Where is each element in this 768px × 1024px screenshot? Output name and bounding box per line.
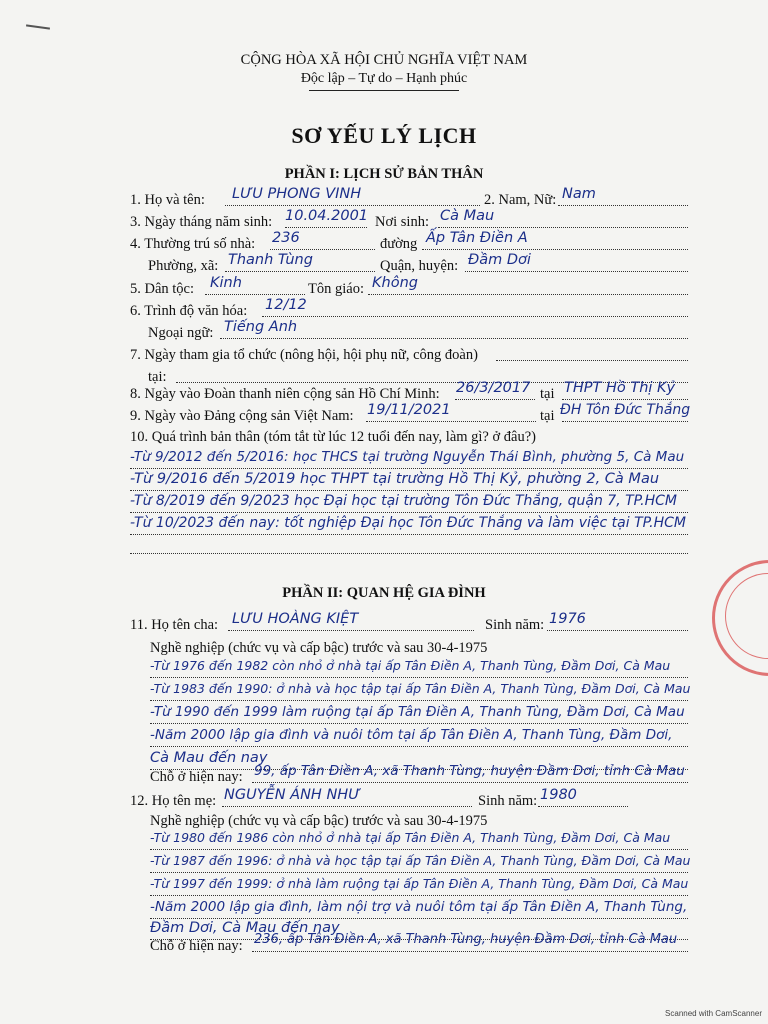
history-dots <box>130 468 688 469</box>
father-job-label: Nghề nghiệp (chức vụ và cấp bậc) trước và sau 30-4-1975 <box>150 640 488 656</box>
father-job-entry: -Từ 1976 đến 1982 còn nhỏ ở nhà tại ấp Tân Điền A, Thanh Tùng, Đầm Dơi, Cà Mau <box>150 658 671 673</box>
father-name: LƯU HOÀNG KIỆT <box>232 611 359 627</box>
mother-dots <box>222 806 472 807</box>
name-dots <box>225 205 480 206</box>
religion-value: Không <box>372 275 418 291</box>
motto-text: Độc lập – Tự do – Hạnh phúc <box>300 71 468 86</box>
mother-birth-label: Sinh năm: <box>478 793 538 809</box>
father-birth-dots <box>547 630 688 631</box>
father-job-dots <box>150 700 688 701</box>
official-stamp <box>712 560 768 676</box>
language-label: Ngoại ngữ: <box>148 325 214 341</box>
history-dots <box>130 490 688 491</box>
father-dots <box>228 630 474 631</box>
org-dots <box>496 360 688 361</box>
district-dots <box>465 271 688 272</box>
history-entry: -Từ 9/2012 đến 5/2016: học THCS tại trường Nguyễn Thái Bình, phường 5, Cà Mau <box>130 449 685 465</box>
ward-dots <box>225 271 375 272</box>
father-birth-label: Sinh năm: <box>485 617 545 633</box>
mother-job-entry: -Từ 1980 đến 1986 còn nhỏ ở nhà tại ấp Tân Điền A, Thanh Tùng, Đầm Dơi, Cà Mau <box>150 830 671 845</box>
religion-label: Tôn giáo: <box>308 281 364 297</box>
ethnic-dots <box>205 294 305 295</box>
mother-job-dots <box>150 849 688 850</box>
scanner-watermark: Scanned with CamScanner <box>665 1009 762 1018</box>
history-entry: -Từ 8/2019 đến 9/2023 học Đại học tại trường Tôn Đức Thắng, quận 7, TP.HCM <box>130 493 677 509</box>
dob-value: 10.04.2001 <box>285 208 369 224</box>
part2-heading: PHẦN II: QUAN HỆ GIA ĐÌNH <box>282 585 486 601</box>
father-birth: 1976 <box>549 611 586 627</box>
language-value: Tiếng Anh <box>224 319 298 335</box>
youth-at-label: tại <box>540 386 555 402</box>
father-job-dots <box>150 746 688 747</box>
mother-job-entry: Đầm Dơi, Cà Mau đến nay <box>150 920 340 936</box>
mother-current: 236, ấp Tân Điền A, xã Thanh Tùng, huyện Đầm Dơi, tỉnh Cà Mau <box>254 932 678 947</box>
youth-date: 26/3/2017 <box>456 380 531 396</box>
youth-place: THPT Hồ Thị Kỷ <box>564 380 676 396</box>
history-entry: -Từ 9/2016 đến 5/2019 học THPT tại trường Hồ Thị Kỷ, phường 2, Cà Mau <box>130 471 660 487</box>
birthplace-label: Nơi sinh: <box>375 214 429 230</box>
street-label: đường <box>380 236 418 252</box>
mother-birth-dots <box>538 806 628 807</box>
father-job-entry: -Năm 2000 lập gia đình và nuôi tôm tại ấp Tân Điền A, Thanh Tùng, Đầm Dơi, <box>150 727 673 743</box>
party-at-label: tại <box>540 408 555 424</box>
house-dots <box>270 249 375 250</box>
ward-label: Phường, xã: <box>148 258 219 274</box>
education-label: 6. Trình độ văn hóa: <box>130 303 248 319</box>
history-dots <box>130 512 688 513</box>
motto-underline <box>309 90 459 91</box>
mother-label: 12. Họ tên mẹ: <box>130 793 217 809</box>
father-label: 11. Họ tên cha: <box>130 617 219 633</box>
part1-heading: PHẦN I: LỊCH SỬ BẢN THÂN <box>284 166 484 182</box>
religion-dots <box>368 294 688 295</box>
ward-value: Thanh Tùng <box>228 252 313 268</box>
mother-job-entry: -Từ 1997 đến 1999: ở nhà làm ruộng tại ấp Tân Điền A, Thanh Tùng, Đầm Dơi, Cà Mau <box>150 876 689 891</box>
org-at-label: tại: <box>148 369 167 385</box>
gender-label: 2. Nam, Nữ: <box>484 192 557 208</box>
district-label: Quận, huyện: <box>380 258 459 274</box>
street-dots <box>422 249 688 250</box>
mother-name: NGUYỄN ÁNH NHƯ <box>224 787 361 803</box>
father-job-dots <box>150 677 688 678</box>
mother-job-dots <box>150 872 688 873</box>
scan-mark <box>26 24 50 29</box>
birthplace-value: Cà Mau <box>440 208 495 224</box>
father-job-entry: -Từ 1990 đến 1999 làm ruộng tại ấp Tân Điền A, Thanh Tùng, Đầm Dơi, Cà Mau <box>150 704 685 720</box>
father-current: 99, ấp Tân Điền A, xã Thanh Tùng, huyện Đầm Dơi, tỉnh Cà Mau <box>254 763 685 779</box>
mother-job-dots <box>150 918 688 919</box>
gender-value: Nam <box>562 186 596 202</box>
birthplace-dots <box>438 227 688 228</box>
mother-job-entry: -Năm 2000 lập gia đình, làm nội trợ và nuôi tôm tại ấp Tân Điền A, Thanh Tùng, <box>150 899 688 915</box>
party-label: 9. Ngày vào Đảng cộng sản Việt Nam: <box>130 408 354 424</box>
language-dots <box>220 338 688 339</box>
education-dots <box>262 316 688 317</box>
mother-job-label: Nghề nghiệp (chức vụ và cấp bậc) trước và sau 30-4-1975 <box>150 813 488 829</box>
org-label: 7. Ngày tham gia tổ chức (nông hội, hội phụ nữ, công đoàn) <box>130 347 478 363</box>
youth-place-dots <box>562 399 688 400</box>
name-value: LƯU PHONG VINH <box>232 186 362 202</box>
dob-label: 3. Ngày tháng năm sinh: <box>130 214 273 230</box>
history-entry: -Từ 10/2023 đến nay: tốt nghiệp Đại học Tôn Đức Thắng và làm việc tại TP.HCM <box>130 515 686 531</box>
youth-date-dots <box>455 399 535 400</box>
party-date: 19/11/2021 <box>367 402 451 418</box>
father-job-dots <box>150 723 688 724</box>
party-place: ĐH Tôn Đức Thắng <box>560 402 691 418</box>
country-name: CỘNG HÒA XÃ HỘI CHỦ NGHĨA VIỆT NAM <box>240 52 528 68</box>
father-job-entry: -Từ 1983 đến 1990: ở nhà và học tập tại ấp Tân Điền A, Thanh Tùng, Đầm Dơi, Cà Mau <box>150 681 691 696</box>
father-current-dots <box>252 782 688 783</box>
mother-current-label: Chỗ ở hiện nay: <box>150 938 243 954</box>
residence-label: 4. Thường trú số nhà: <box>130 236 256 252</box>
name-label: 1. Họ và tên: <box>130 192 205 208</box>
house-value: 236 <box>272 230 300 246</box>
history-dots <box>130 534 688 535</box>
street-value: Ấp Tân Điền A <box>426 230 528 246</box>
mother-birth: 1980 <box>540 787 577 803</box>
party-date-dots <box>366 421 536 422</box>
document-title: SƠ YẾU LÝ LỊCH <box>291 123 477 148</box>
motto <box>0 71 768 91</box>
father-current-label: Chỗ ở hiện nay: <box>150 769 243 785</box>
ethnic-value: Kinh <box>210 275 242 291</box>
mother-job-dots <box>150 895 688 896</box>
party-place-dots <box>562 421 688 422</box>
ethnic-label: 5. Dân tộc: <box>130 281 195 297</box>
history-label: 10. Quá trình bản thân (tóm tắt từ lúc 12 tuổi đến nay, làm gì? ở đâu?) <box>130 429 536 445</box>
mother-current-dots <box>252 951 688 952</box>
district-value: Đầm Dơi <box>468 252 531 268</box>
dob-dots <box>285 227 367 228</box>
history-dots <box>130 553 688 554</box>
youth-label: 8. Ngày vào Đoàn thanh niên cộng sản Hồ Chí Minh: <box>130 386 440 402</box>
father-job-entry: Cà Mau đến nay <box>150 750 268 766</box>
gender-dots <box>558 205 688 206</box>
education-value: 12/12 <box>265 297 307 313</box>
mother-job-entry: -Từ 1987 đến 1996: ở nhà và học tập tại ấp Tân Điền A, Thanh Tùng, Đầm Dơi, Cà Mau <box>150 853 691 868</box>
